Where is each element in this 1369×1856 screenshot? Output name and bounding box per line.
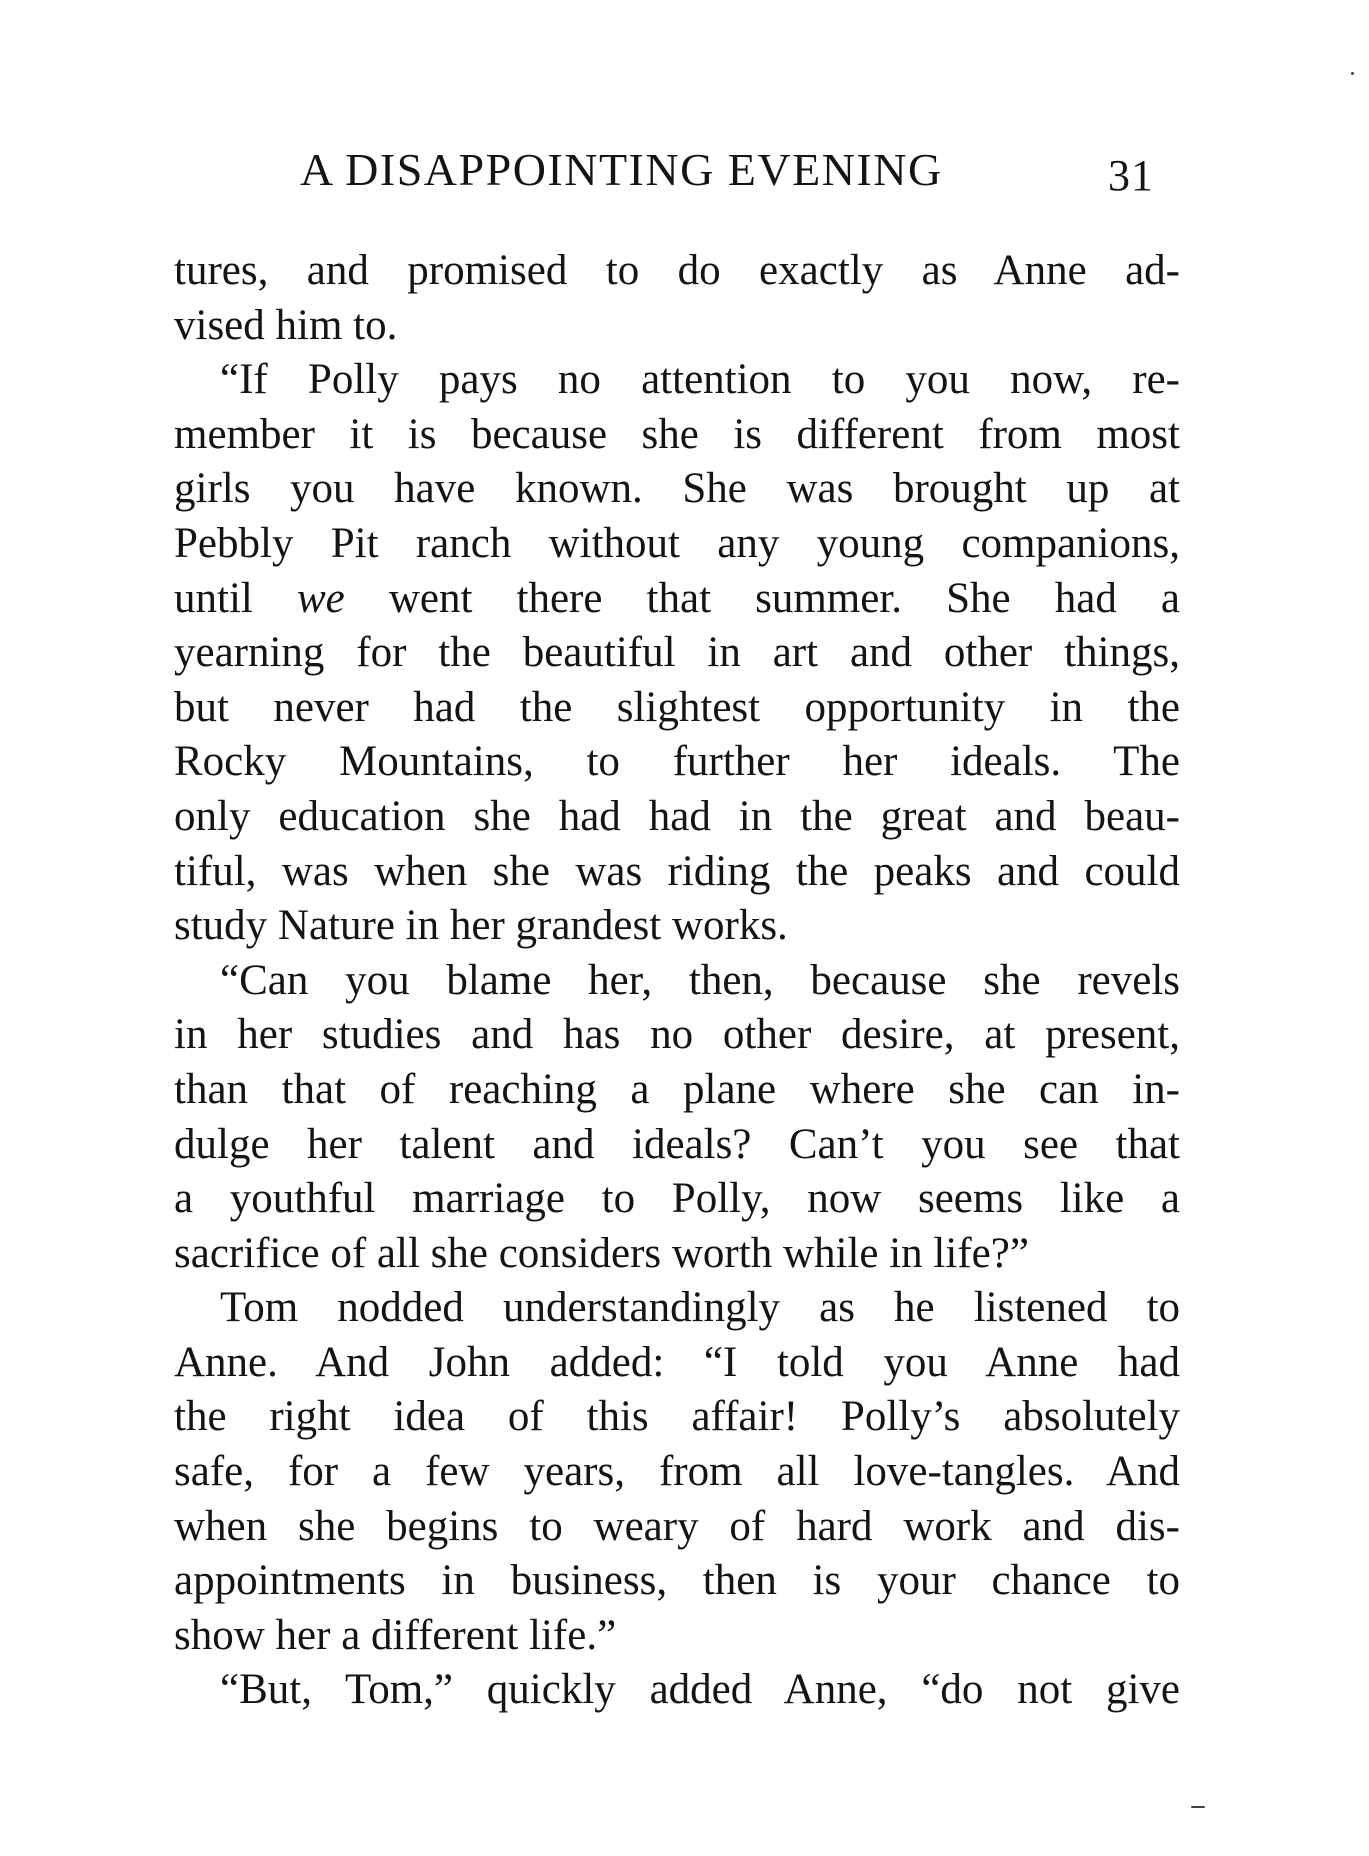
text-segment: until [174,574,297,622]
paragraph-start-line: Tom nodded understandingly as he listened to [220,1284,1180,1332]
text-line: but never had the slightest opportunity in the [174,683,1180,731]
text-line: only education she had had in the great and beau- [174,792,1180,840]
text-line: study Nature in her grandest works. [174,902,788,950]
text-line: dulge her talent and ideals? Can’t you see that [174,1120,1180,1168]
running-title: A DISAPPOINTING EVENING [300,144,943,195]
text-line: the right idea of this affair! Polly’s absolutely [174,1393,1180,1441]
paragraph-start-line: “But, Tom,” quickly added Anne, “do not give [220,1666,1180,1714]
text-line: tiful, was when she was riding the peaks and could [174,847,1180,895]
text-line: tures, and promised to do exactly as Anne ad- [174,247,1180,294]
text-line: sacrifice of all she considers worth while in life?” [174,1229,1029,1277]
text-line: vised him to. [174,301,398,349]
page-number: 31 [1108,151,1154,200]
paragraph-start-line: “Can you blame her, then, because she revels [220,956,1180,1004]
text-line: Anne. And John added: “I told you Anne had [174,1338,1180,1386]
text-line: in her studies and has no other desire, at present, [174,1011,1180,1059]
text-segment: went there that summer. She had a [344,574,1180,622]
scan-speck [1191,1806,1205,1808]
text-line: than that of reaching a plane where she can in- [174,1065,1180,1113]
text-line: safe, for a few years, from all love-tangles. And [174,1448,1180,1496]
text-line: Rocky Mountains, to further her ideals. The [174,738,1180,786]
text-line: show her a different life.” [174,1611,617,1659]
scan-speck [1351,72,1354,75]
text-line: girls you have known. She was brought up at [174,465,1180,513]
text-line: when she begins to weary of hard work and dis- [174,1502,1180,1550]
text-line: appointments in business, then is your chance to [174,1557,1180,1605]
text-line: member it is because she is different from most [174,410,1180,458]
text-line: Pebbly Pit ranch without any young companions, [174,519,1180,567]
body-text [174,244,1180,1718]
paragraph-start-line: “If Polly pays no attention to you now, re- [220,356,1180,404]
text-line-with-italic [174,572,1180,627]
text-line: yearning for the beautiful in art and other things, [174,629,1180,677]
italic-word: we [296,574,345,622]
text-line: a youthful marriage to Polly, now seems like a [174,1175,1180,1223]
